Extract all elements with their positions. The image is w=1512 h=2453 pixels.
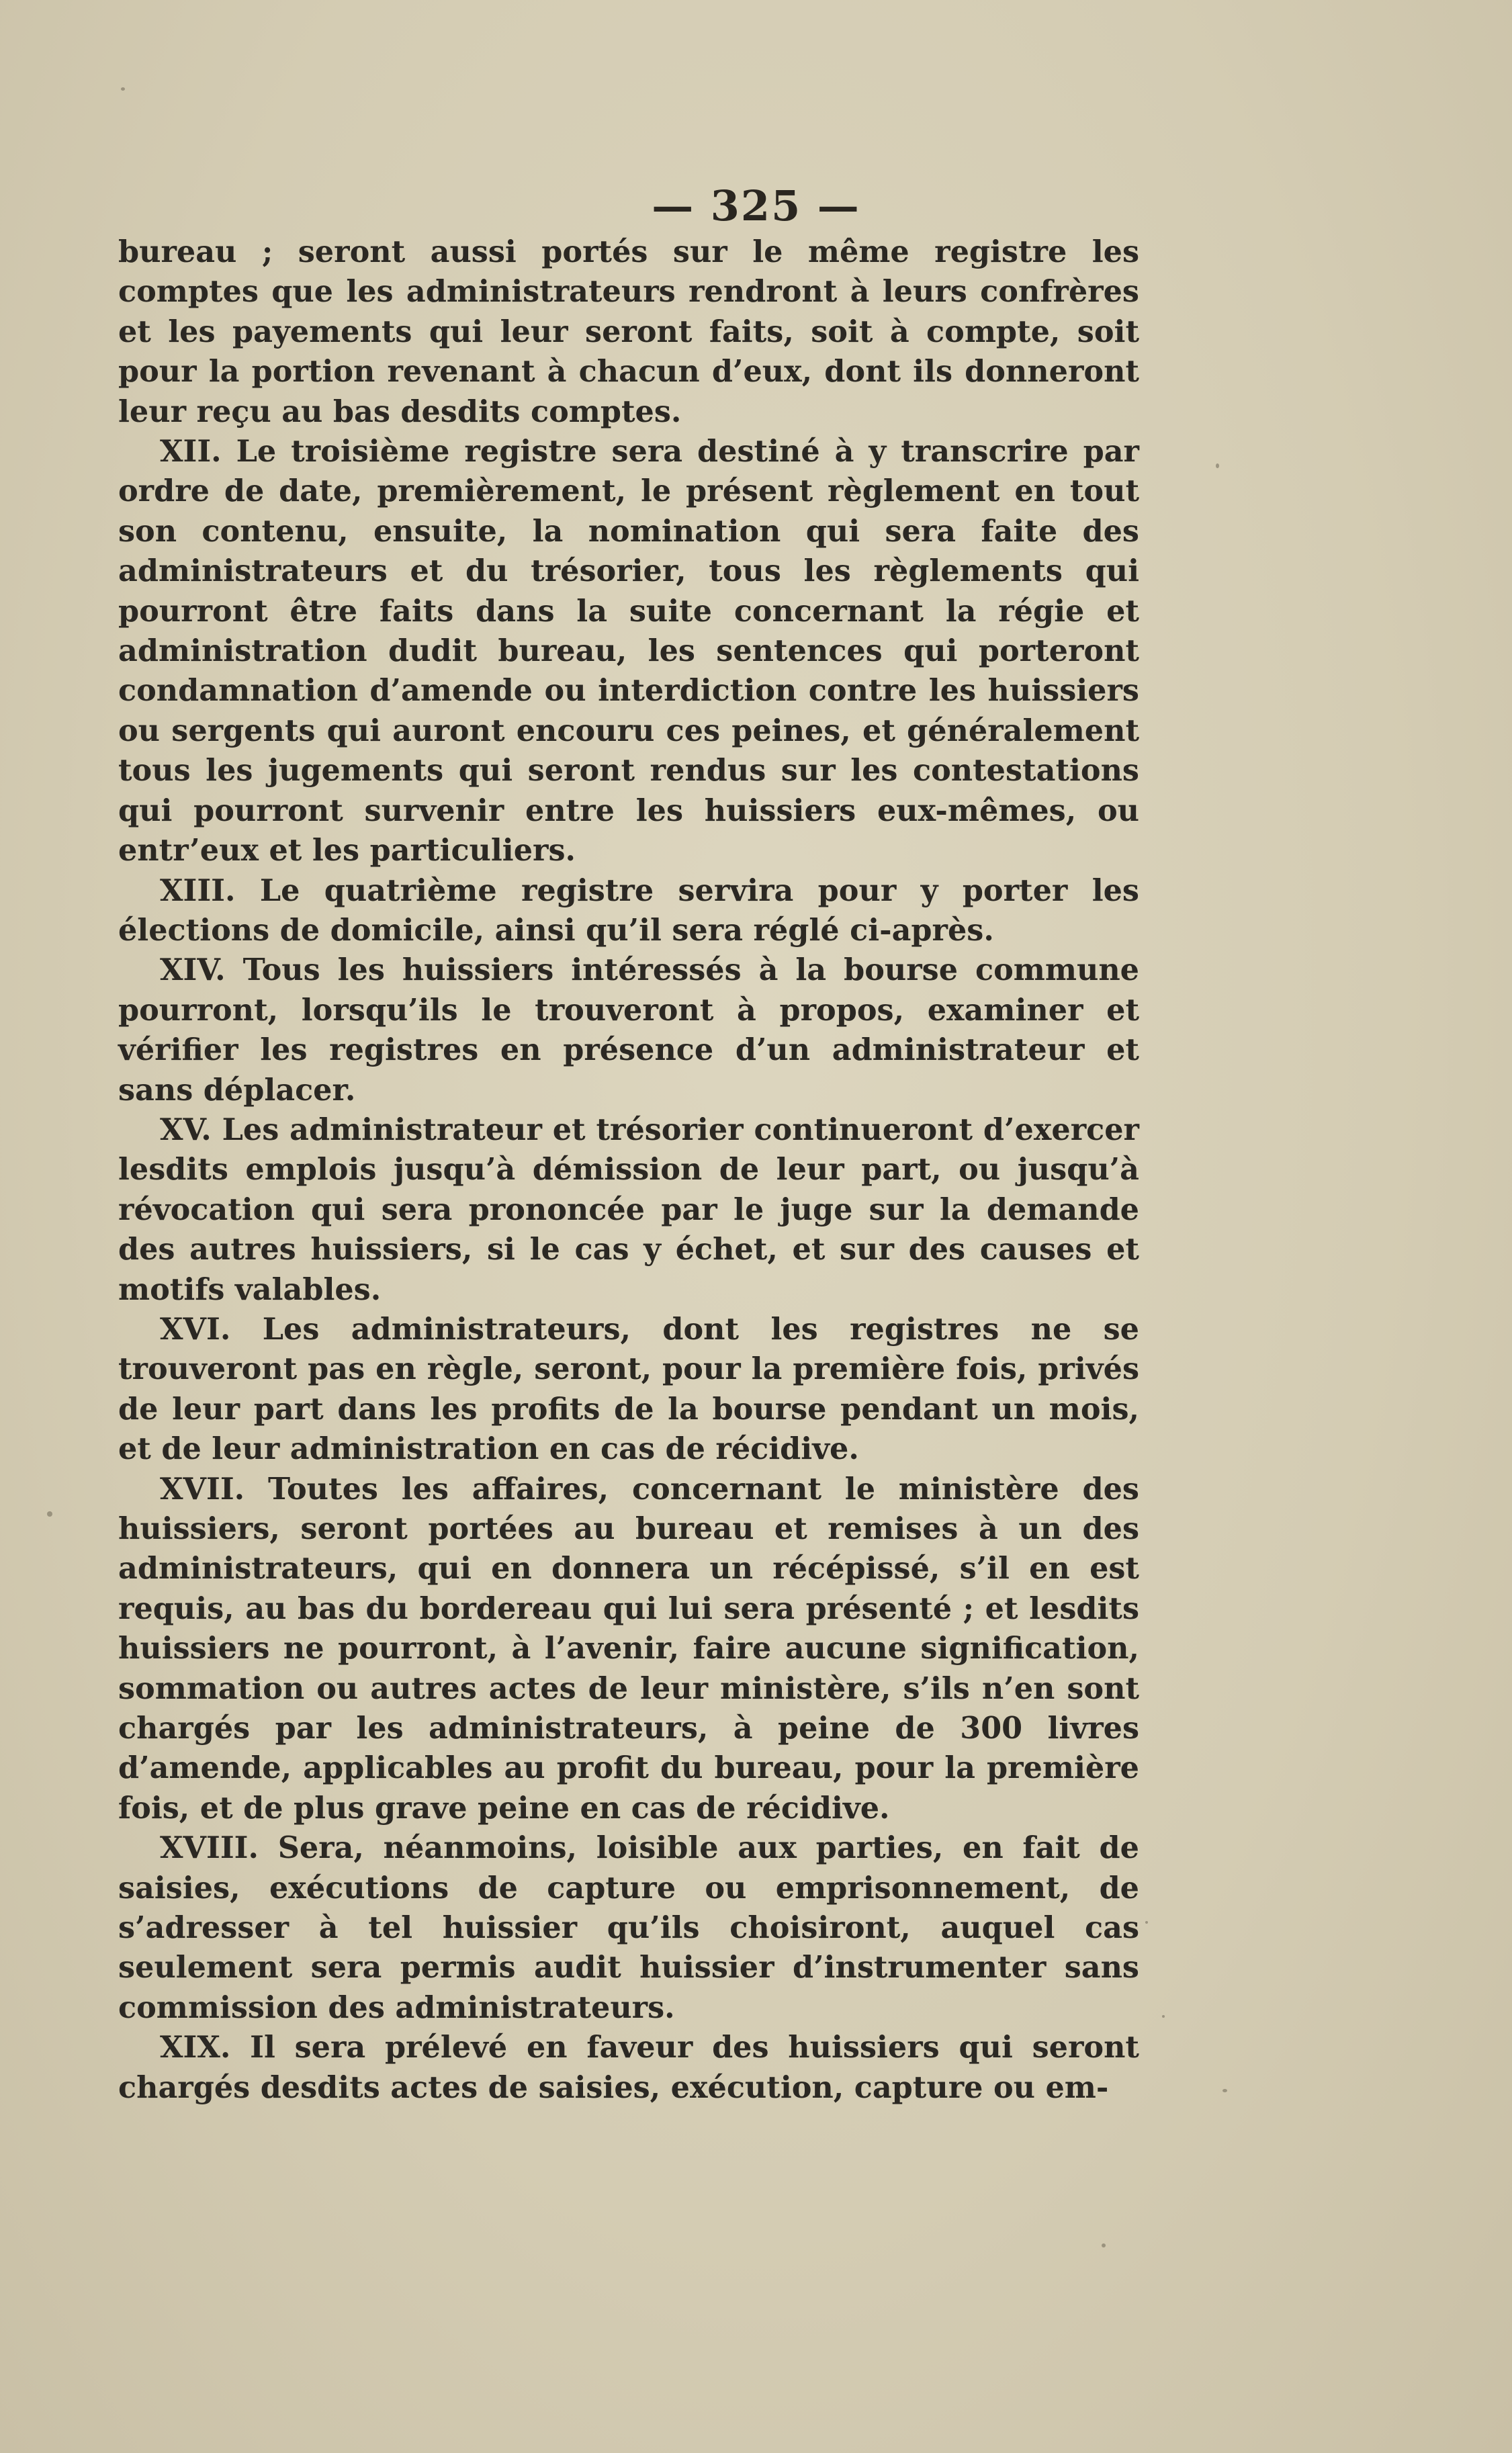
article-number: XVI. <box>160 1311 231 1347</box>
paper-speck <box>1222 2089 1227 2092</box>
article-text: Tous les huissiers intéressés à la bourse commune pourront, lorsqu’ils le trouveront à propos, examiner et vérifier les registres en présence d’un administrateur et sans déplacer. <box>118 952 1139 1108</box>
article-xv <box>118 1110 1139 1310</box>
article-number: XIX. <box>160 2030 231 2065</box>
paper-speck <box>1102 2243 1106 2247</box>
article-number: XIII. <box>160 873 236 908</box>
article-text: Les administrateurs, dont les registres ne se trouveront pas en règle, seront, pour la première fois, privés de leur part dans les profits de la bourse pendant un mois, et de leur administration en cas de récidive. <box>118 1311 1139 1467</box>
paragraph-text: bureau ; seront aussi portés sur le même registre les comptes que les administrateurs rendront à leurs confrères et les payements qui leur seront faits, soit à compte, soit pour la portion revenant à chacun d’eux, dont ils donneront leur reçu au bas desdits comptes. <box>118 234 1139 429</box>
article-xiv <box>118 950 1139 1110</box>
article-number: XV. <box>160 1112 212 1147</box>
paper-speck <box>121 87 125 91</box>
body-text <box>118 232 1139 2108</box>
paper-speck <box>1162 2015 1165 2018</box>
paper-speck <box>1145 1921 1148 1924</box>
paragraph-continuation <box>118 232 1139 432</box>
article-text: Le quatrième registre servira pour y porter les élections de domicile, ainsi qu’il sera réglé ci-après. <box>118 873 1139 948</box>
article-xix <box>118 2028 1139 2108</box>
article-xvi <box>118 1310 1139 1470</box>
paper-speck <box>47 1511 52 1517</box>
article-text: Il sera prélevé en faveur des huissiers qui seront chargés desdits actes de saisies, exécution, capture ou em- <box>118 2030 1139 2105</box>
article-number: XVII. <box>160 1471 245 1507</box>
page-number: — 325 — <box>652 181 860 230</box>
article-number: XIV. <box>160 952 226 988</box>
article-text: Les administrateur et trésorier continueront d’exercer lesdits emplois jusqu’à démission de leur part, ou jusqu’à révocation qui sera prononcée par le juge sur la demande des autres huissiers, si le cas y échet, et sur des causes et motifs valables. <box>118 1112 1139 1307</box>
article-text: Le troisième registre sera destiné à y transcrire par ordre de date, premièrement, le présent règlement en tout son contenu, ensuite, la nomination qui sera faite des administrateurs et du trésorier, tous les règlements qui pourront être faits dans la suite concernant la régie et administration dudit bureau, les sentences qui porteront condamnation d’amende ou interdiction contre les huissiers ou sergents qui auront encouru ces peines, et généralement tous les jugements qui seront rendus sur les contestations qui pourront survenir entre les huissiers eux-mêmes, ou entr’eux et les particuliers. <box>118 434 1139 868</box>
article-text: Toutes les affaires, concernant le ministère des huissiers, seront portées au bureau et remises à un des administrateurs, qui en donnera un récépissé, s’il en est requis, au bas du bordereau qui lui sera présenté ; et lesdits huissiers ne pourront, à l’avenir, faire aucune signification, sommation ou autres actes de leur ministère, s’ils n’en sont chargés par les administrateurs, à peine de 300 livres d’amende, applicables au profit du bureau, pour la première fois, et de plus grave peine en cas de récidive. <box>118 1471 1139 1826</box>
article-xiii <box>118 871 1139 951</box>
article-number: XVIII. <box>160 1830 259 1866</box>
article-xviii <box>118 1828 1139 2028</box>
article-text: Sera, néanmoins, loisible aux parties, en fait de saisies, exécutions de capture ou emprisonnement, de s’adresser à tel huissier qu’ils choisiront, auquel cas seulement sera permis audit huissier d’instrumenter sans commission des administrateurs. <box>118 1830 1139 2025</box>
paper-speck <box>1216 463 1219 468</box>
article-number: XII. <box>160 434 222 470</box>
article-xvii <box>118 1470 1139 1829</box>
article-xii <box>118 432 1139 871</box>
